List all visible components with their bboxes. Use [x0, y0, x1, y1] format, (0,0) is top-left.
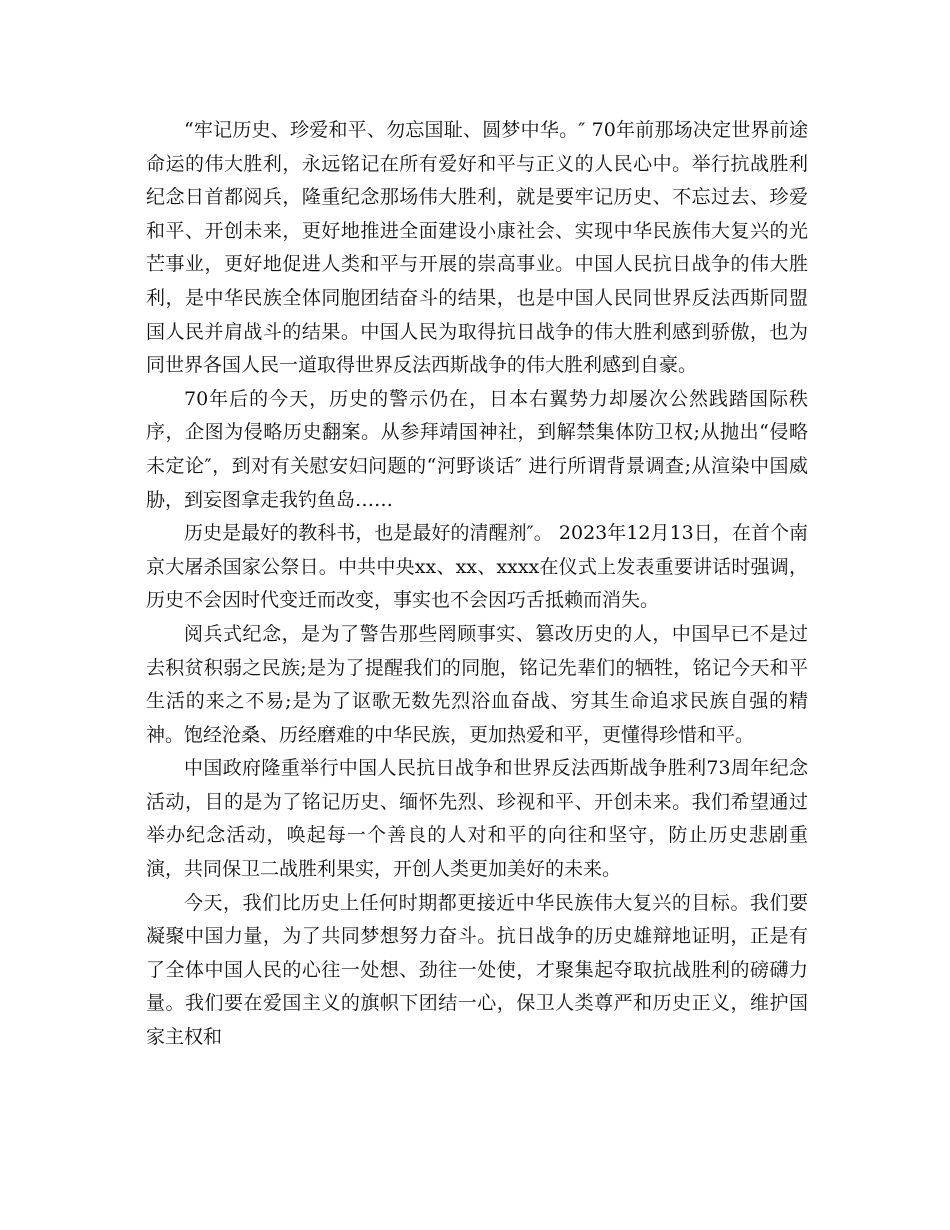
document-body: [146, 114, 808, 1055]
paragraph-3: 历史是最好的教科书，也是最好的清醒剂″。 2023年12月13日，在首个南京大屠杀国家公祭日。中共中央xx、xx、xxxx在仪式上发表重要讲话时强调，历史不会因时代变迁而改变，事实也不会因巧舌抵赖而消失。: [146, 522, 808, 612]
paragraph-2: 70年后的今天，历史的警示仍在，日本右翼势力却屡次公然践踏国际秩序，企图为侵略历史翻案。从参拜靖国神社，到解禁集体防卫权;从抛出“侵略未定论″，到对有关慰安妇问题的“河野谈话″ 进行所谓背景调查;从渲染中国威胁，到妄图拿走我钓鱼岛……: [146, 387, 808, 511]
paragraph-5: 中国政府隆重举行中国人民抗日战争和世界反法西斯战争胜利73周年纪念活动，目的是为了铭记历史、缅怀先烈、珍视和平、开创未来。我们希望通过举办纪念活动，唤起每一个善良的人对和平的向往和坚守，防止历史悲剧重演，共同保卫二战胜利果实，开创人类更加美好的未来。: [146, 757, 808, 881]
paragraph-1: “牢记历史、珍爱和平、勿忘国耻、圆梦中华。″ 70年前那场决定世界前途命运的伟大胜利，永远铭记在所有爱好和平与正义的人民心中。举行抗战胜利纪念日首都阅兵，隆重纪念那场伟大胜利，就是要牢记历史、不忘过去、珍爱和平、开创未来，更好地推进全面建设小康社会、实现中华民族伟大复兴的光芒事业，更好地促进人类和平与开展的崇高事业。中国人民抗日战争的伟大胜利，是中华民族全体同胞团结奋斗的结果，也是中国人民同世界反法西斯同盟国人民并肩战斗的结果。中国人民为取得抗日战争的伟大胜利感到骄傲，也为同世界各国人民一道取得世界反法西斯战争的伟大胜利感到自豪。: [146, 119, 808, 377]
paragraph-6: 今天，我们比历史上任何时期都更接近中华民族伟大复兴的目标。我们要凝聚中国力量，为了共同梦想努力奋斗。抗日战争的历史雄辩地证明，正是有了全体中国人民的心往一处想、劲往一处使，才聚集起夺取抗战胜利的磅礴力量。我们要在爱国主义的旗帜下团结一心，保卫人类尊严和历史正义，维护国家主权和: [146, 891, 808, 1049]
paragraph-4: 阅兵式纪念，是为了警告那些罔顾事实、篡改历史的人，中国早已不是过去积贫积弱之民族;是为了提醒我们的同胞，铭记先辈们的牺牲，铭记今天和平生活的来之不易;是为了讴歌无数先烈浴血奋战、穷其生命追求民族自强的精神。饱经沧桑、历经磨难的中华民族，更加热爱和平，更懂得珍惜和平。: [146, 622, 808, 746]
